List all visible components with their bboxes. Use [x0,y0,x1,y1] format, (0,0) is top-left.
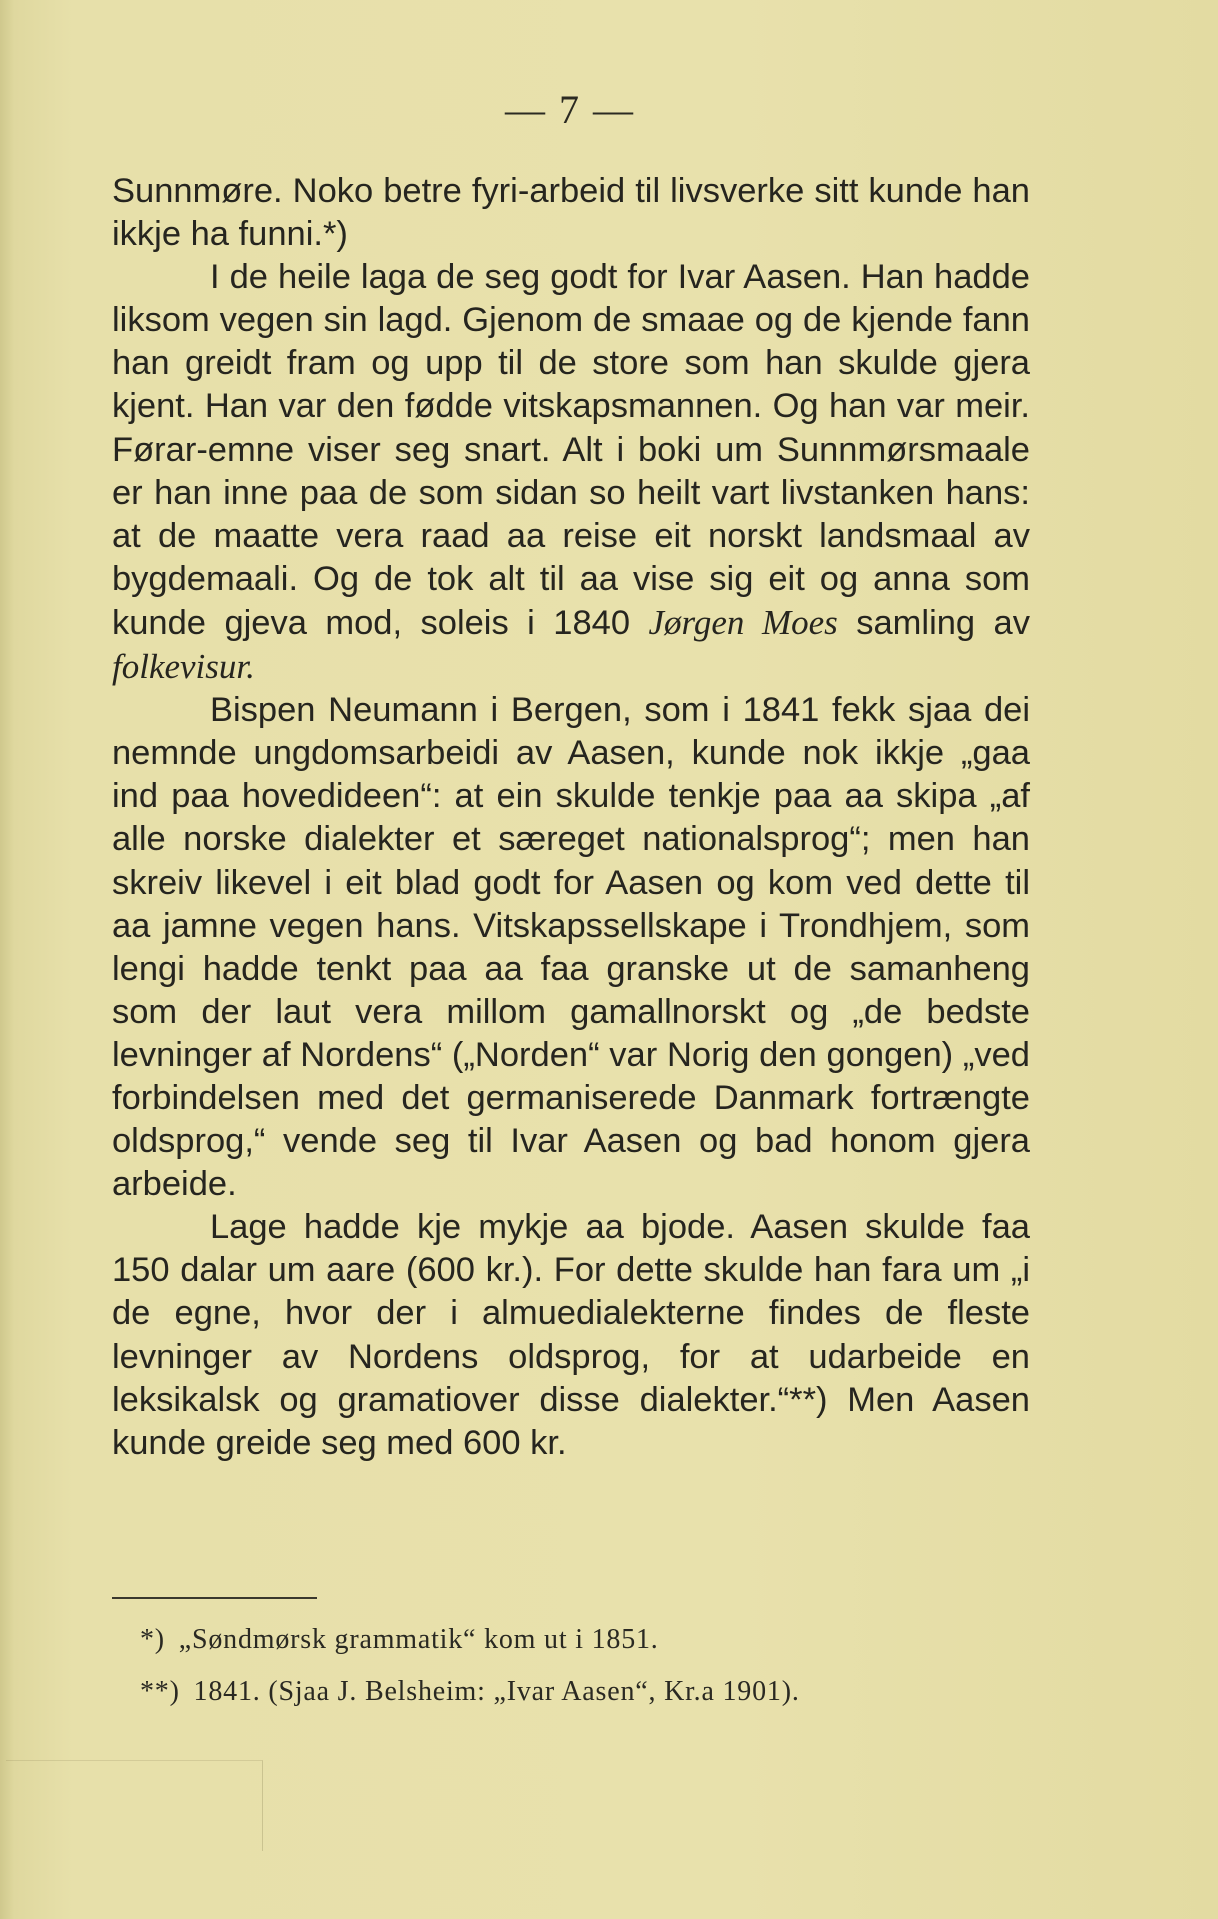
paragraph-segment: I de heile laga de seg godt for Ivar Aasen. Han hadde liksom vegen sin lagd. Gjenom de smaae og de kjende fann han greidt fram og upp til de store som han skulde gjera kjent. Han var den fødde vitskapsmannen. Og han var meir. Førar-emne viser seg snart. Alt i boki um Sunnmørsmaale er han inne paa de som sidan so heilt vart livstanken hans: at de maatte vera raad aa reise eit norskt landsmaal av bygdemaali. Og de tok alt til aa vise sig eit og anna som kunde gjeva mod, soleis i 1840 [112,258,1030,642]
footnote-separator [112,1597,317,1599]
footnote-text: „Søndmørsk grammatik“ kom ut i 1851. [178,1624,659,1655]
paragraph-segment: samling av [837,603,1030,642]
paragraph-1 [112,170,1030,256]
main-text [112,170,1030,1465]
paragraph-segment: Bispen Neumann i Bergen, som i 1841 fekk sjaa dei nemnde ungdomsarbeidi av Aasen, kunde nok ikkje „gaa ind paa hovedideen“: at ein skulde tenkje paa aa skipa „af alle norske dialekter et særeget nationalsprog“; men han skreiv likevel i eit blad godt for Aasen og kom ved dette til aa jamne vegen hans. Vitskapssellskape i Trondhjem, som lengi hadde tenkt paa aa faa granske ut de samanheng som der laut vera millom gamallnorskt og „de bedste levninger af Nordens“ („Norden“ var Norig den gongen) „ved forbindelsen med det germaniserede Danmark fortrængte oldsprog,“ vende seg til Ivar Aasen og bad honom gjera arbeide. [112,691,1030,1204]
page-number: — 7 — [505,87,635,132]
footnote-1 [140,1614,1020,1666]
paper-crease-mark [6,1760,263,1851]
paragraph-segment: Sunnmøre. Noko betre fyri-arbeid til livsverke sitt kunde han ikkje ha funni.*) [112,172,1030,254]
footnote-text: 1841. (Sjaa J. Belsheim: „Ivar Aasen“, Kr.a 1901). [193,1676,800,1707]
footnote-2 [140,1666,1020,1718]
footnotes [140,1614,1020,1718]
paragraph-4 [112,1206,1030,1465]
italic-title-jorgen-moes: Jørgen Moes [648,602,838,642]
italic-word-folkevisur: folkevisur. [112,647,255,687]
footnote-marker: *) [140,1624,165,1655]
paragraph-3 [112,689,1030,1206]
paragraph-2 [112,256,1030,689]
paragraph-segment: Lage hadde kje mykje aa bjode. Aasen skulde faa 150 dalar um aare (600 kr.). For dette skulde han fara um „i de egne, hvor der i almuedialekterne findes de fleste levninger av Nordens oldsprog, for at udarbeide en leksikalsk og gramatiover disse dialekter.“**) Men Aasen kunde greide seg med 600 kr. [112,1208,1030,1462]
page-binding-shadow [0,0,14,1919]
footnote-marker: **) [140,1676,180,1707]
